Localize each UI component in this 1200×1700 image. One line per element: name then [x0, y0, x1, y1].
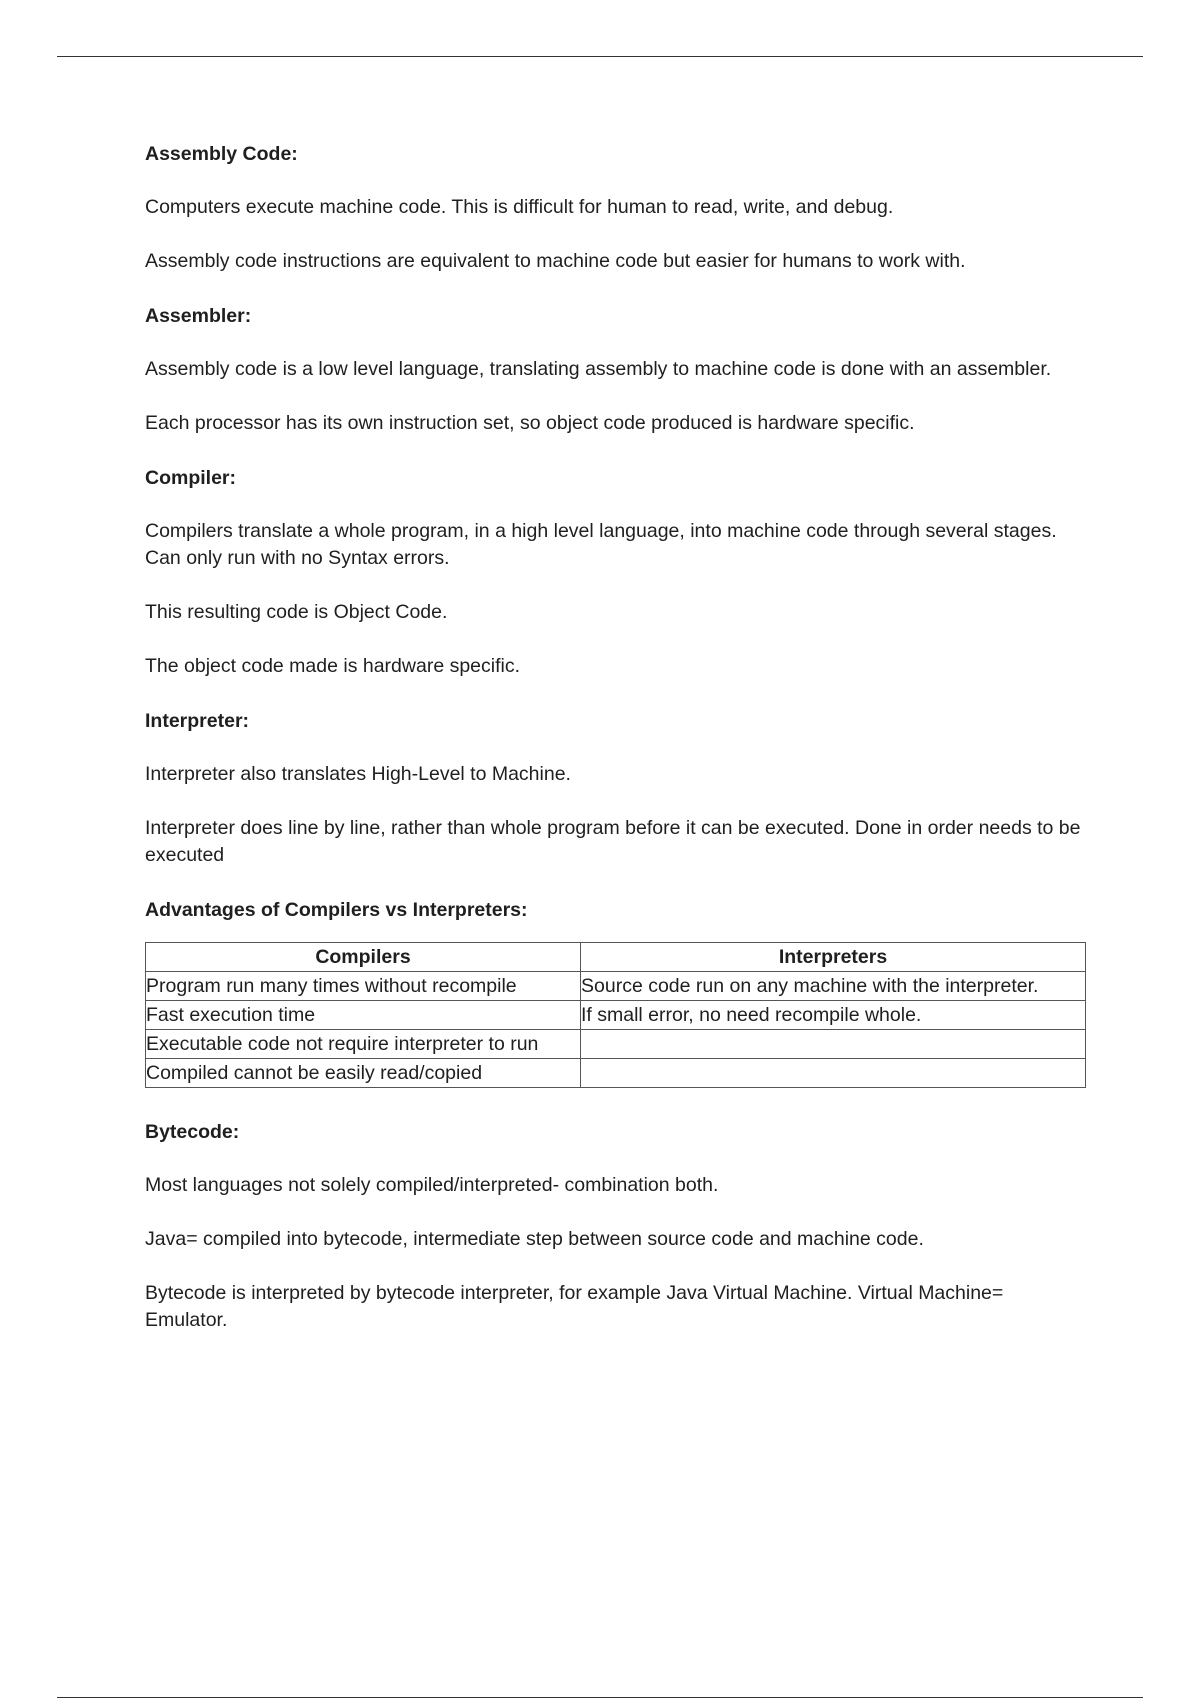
- paragraph: The object code made is hardware specific.: [145, 655, 521, 677]
- paragraph: Assembly code is a low level language, translating assembly to machine code is done with an assembler.: [145, 358, 1052, 380]
- table-cell: Program run many times without recompile: [146, 972, 581, 1001]
- heading-advantages: Advantages of Compilers vs Interpreters:: [145, 899, 528, 921]
- paragraph: This resulting code is Object Code.: [145, 601, 448, 623]
- header-rule: [57, 56, 1143, 57]
- paragraph: Compilers translate a whole program, in a high level language, into machine code through several stages. Can only run with no Syntax errors.: [145, 520, 1057, 569]
- table-cell: Compiled cannot be easily read/copied: [146, 1059, 581, 1088]
- table-header-cell: Interpreters: [581, 943, 1086, 972]
- paragraph: Interpreter also translates High-Level to Machine.: [145, 763, 571, 785]
- heading-compiler: Compiler:: [145, 467, 237, 489]
- footer-rule: [57, 1697, 1143, 1698]
- table-cell: If small error, no need recompile whole.: [581, 1001, 1086, 1030]
- paragraph: Java= compiled into bytecode, intermediate step between source code and machine code.: [145, 1228, 924, 1250]
- heading-assembly-code: Assembly Code:: [145, 143, 298, 165]
- table-cell: Fast execution time: [146, 1001, 581, 1030]
- heading-assembler: Assembler:: [145, 305, 252, 327]
- table-row: [146, 972, 1086, 1001]
- table-cell: Source code run on any machine with the interpreter.: [581, 972, 1086, 1001]
- table-cell: [581, 1030, 1086, 1059]
- table-header-row: [146, 943, 1086, 972]
- paragraph: Each processor has its own instruction set, so object code produced is hardware specific.: [145, 412, 915, 434]
- paragraph: Most languages not solely compiled/interpreted- combination both.: [145, 1174, 719, 1196]
- paragraph: Computers execute machine code. This is difficult for human to read, write, and debug.: [145, 196, 894, 218]
- table-cell: [581, 1059, 1086, 1088]
- table-row: [146, 1030, 1086, 1059]
- paragraph: Assembly code instructions are equivalent to machine code but easier for humans to work with.: [145, 250, 966, 272]
- table-cell: Executable code not require interpreter to run: [146, 1030, 581, 1059]
- document-body: [145, 140, 1085, 1361]
- heading-bytecode: Bytecode:: [145, 1121, 240, 1143]
- heading-interpreter: Interpreter:: [145, 710, 250, 732]
- table-row: [146, 1001, 1086, 1030]
- table-row: [146, 1059, 1086, 1088]
- comparison-table: [145, 942, 1086, 1088]
- paragraph: Interpreter does line by line, rather than whole program before it can be executed. Done in order needs to be executed: [145, 817, 1081, 866]
- table-header-cell: Compilers: [146, 943, 581, 972]
- paragraph: Bytecode is interpreted by bytecode interpreter, for example Java Virtual Machine. Virtual Machine= Emulator.: [145, 1282, 1004, 1331]
